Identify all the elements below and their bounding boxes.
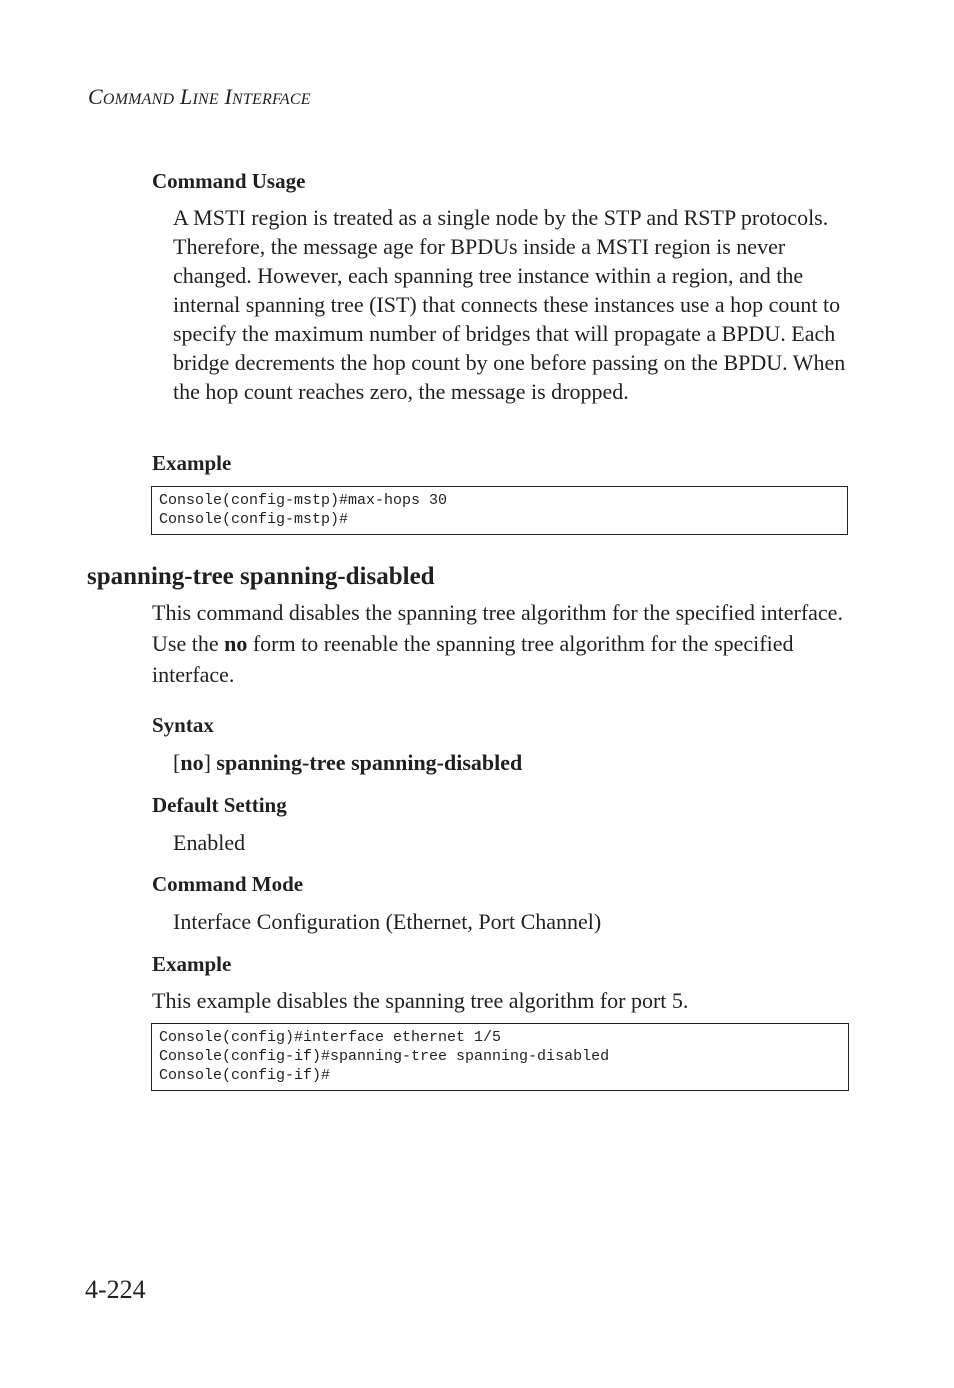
default-setting-heading: Default Setting: [152, 793, 287, 817]
no-keyword: no: [224, 631, 248, 656]
example-heading-1: Example: [152, 451, 232, 475]
header-word-2: LINE: [180, 84, 219, 109]
command-mode-heading: Command Mode: [152, 872, 304, 896]
section-description: This command disables the spanning tree algorithm for the specified interface. Use the no form to reenable the spanning tree algorithm for the specified interface.: [152, 600, 843, 687]
header-word-3: INTERFACE: [224, 84, 311, 109]
running-header: [88, 84, 311, 110]
syntax-heading: Syntax: [152, 713, 214, 737]
command-mode-value: Interface Configuration (Ethernet, Port Channel): [173, 909, 602, 934]
code-example-2: Console(config)#interface ethernet 1/5 Console(config-if)#spanning-tree spanning-disabled Console(config-if)#: [151, 1023, 849, 1091]
page-number: 4-224: [85, 1275, 146, 1304]
syntax-line: [no] spanning-tree spanning-disabled: [173, 750, 523, 775]
command-usage-heading: Command Usage: [152, 169, 306, 193]
default-setting-value: Enabled: [173, 830, 246, 855]
code-example-1: Console(config-mstp)#max-hops 30 Console(config-mstp)#: [151, 486, 848, 535]
section-title: spanning-tree spanning-disabled: [87, 563, 435, 590]
command-usage-text: A MSTI region is treated as a single node by the STP and RSTP protocols. Therefore, the message age for BPDUs inside a MSTI region is never changed. However, each spanning tree instance within a region, and the internal spanning tree (IST) that connects these instances use a hop count to specify the maximum number of bridges that will propagate a BPDU. Each bridge decrements the hop count by one before passing on the BPDU. When the hop count reaches zero, the message is dropped.: [173, 205, 846, 404]
header-word-1: COMMAND: [88, 84, 175, 109]
example-2-text: This example disables the spanning tree algorithm for port 5.: [152, 988, 689, 1013]
example-heading-2: Example: [152, 952, 232, 976]
